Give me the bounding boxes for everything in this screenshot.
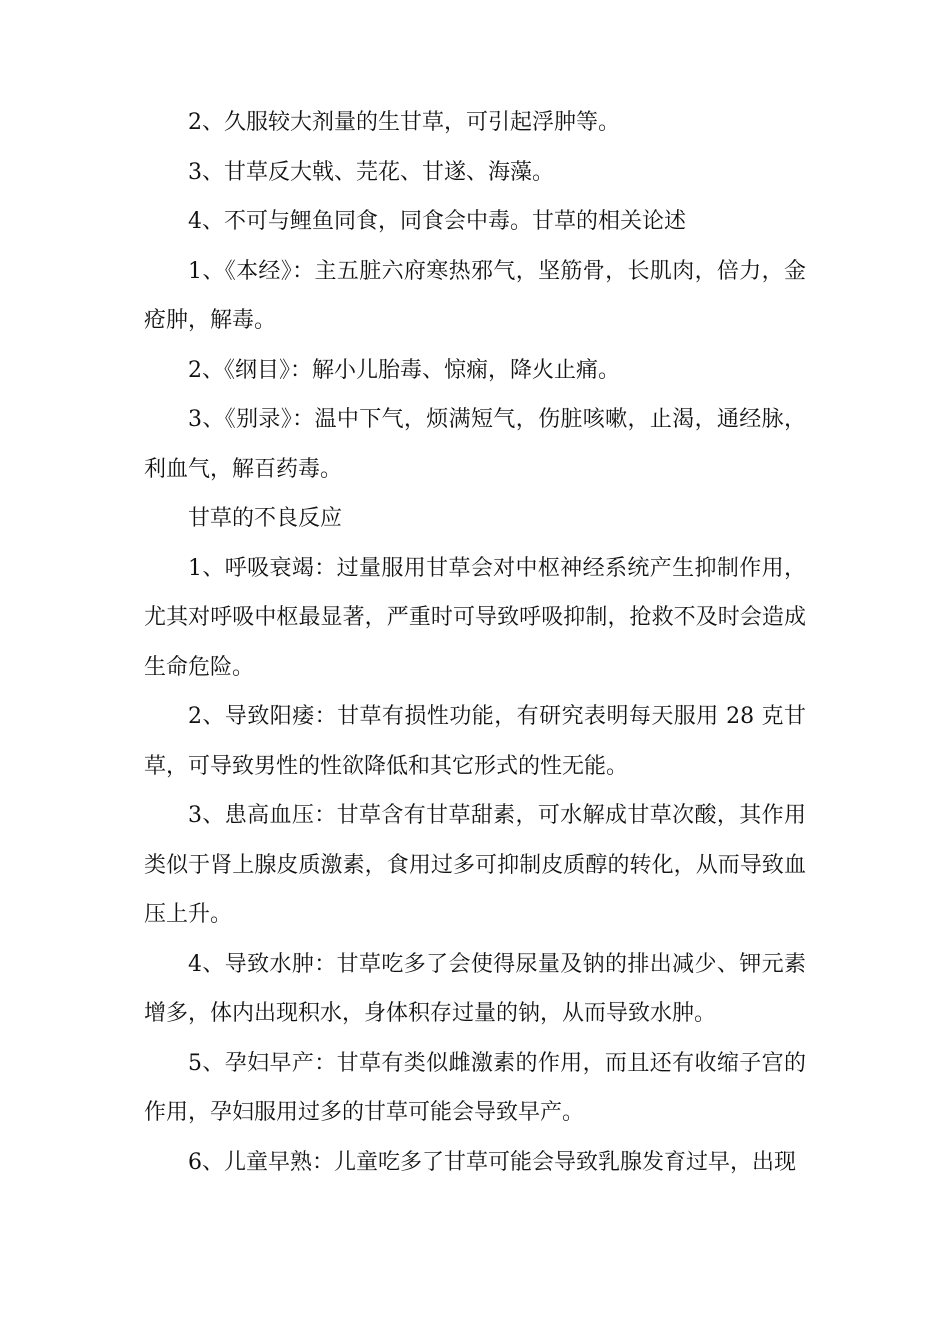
paragraph-side-effect-2: 2、久服较大剂量的生甘草，可引起浮肿等。 (188, 110, 620, 135)
paragraph-reaction-6: 6、儿童早熟：儿童吃多了甘草可能会导致乳腺发育过早，出现 (188, 1149, 796, 1175)
paragraph-reaction-2: 2、导致阳痿：甘草有损性功能，有研究表明每天服用 28 克甘草，可导致男性的性欲降低和其它形式的性无能。 (144, 704, 806, 779)
paragraph-side-effect-4: 4、不可与鲤鱼同食，同食会中毒。甘草的相关论述 (188, 209, 686, 234)
paragraph-quote-benjing: 1、《本经》：主五脏六府寒热邪气，坚筋骨，长肌肉，倍力，金疮肿，解毒。 (144, 258, 806, 333)
section-heading-adverse-reactions: 甘草的不良反应 (188, 506, 343, 531)
paragraph-reaction-1: 1、呼吸衰竭：过量服用甘草会对中枢神经系统产生抑制作用，尤其对呼吸中枢最显著，严重时可导致呼吸抑制，抢救不及时会造成生命危险。 (144, 555, 806, 680)
paragraph-quote-gangmu: 2、《纲目》：解小儿胎毒、惊痫，降火止痛。 (188, 357, 620, 383)
paragraph-reaction-4: 4、导致水肿：甘草吃多了会使得尿量及钠的排出减少、钾元素增多，体内出现积水，身体积存过量的钠，从而导致水肿。 (144, 951, 806, 1026)
paragraph-reaction-3: 3、患高血压：甘草含有甘草甜素，可水解成甘草次酸，其作用类似于肾上腺皮质激素，食用过多可抑制皮质醇的转化，从而导致血压上升。 (144, 803, 806, 927)
document-body (144, 98, 806, 1187)
paragraph-reaction-5: 5、孕妇早产：甘草有类似雌激素的作用，而且还有收缩子宫的作用，孕妇服用过多的甘草可能会导致早产。 (144, 1050, 806, 1125)
paragraph-side-effect-3: 3、甘草反大戟、芫花、甘遂、海藻。 (188, 159, 554, 185)
paragraph-quote-bielu: 3、《别录》：温中下气，烦满短气，伤脏咳嗽，止渴，通经脉，利血气，解百药毒。 (144, 407, 806, 482)
